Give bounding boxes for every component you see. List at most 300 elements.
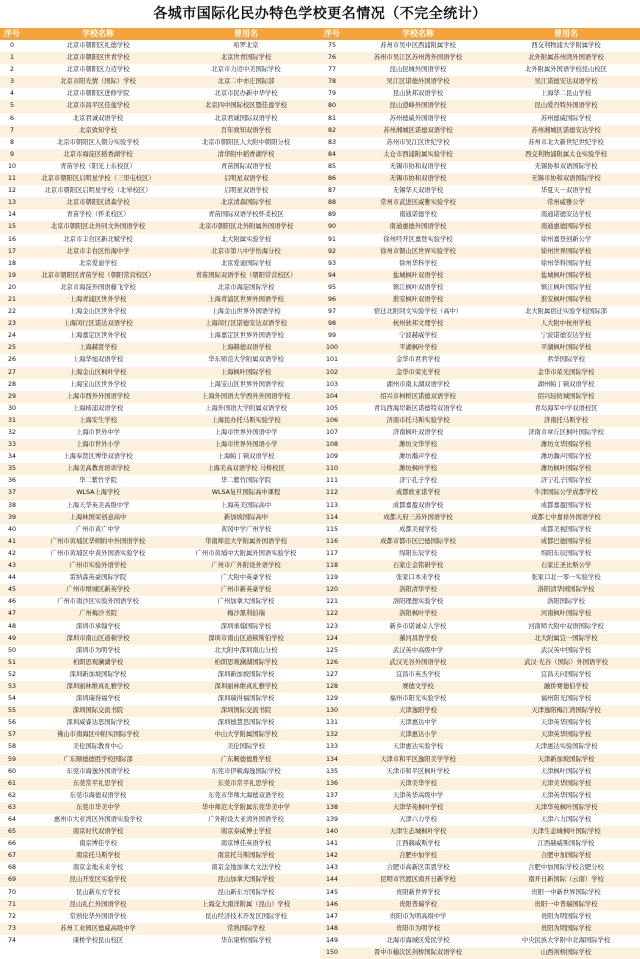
former-name: 淮安枫叶国际学校 — [540, 295, 592, 303]
table-row — [320, 802, 640, 814]
row-number: 109 — [325, 453, 339, 461]
former-name: 华东师范大学附属双语学校 — [208, 356, 284, 364]
table-row — [320, 185, 640, 197]
former-name: 成都巴德国际学校 — [540, 537, 592, 545]
table-row — [0, 705, 320, 717]
former-name: 北京君诚国际双语学校 — [214, 114, 278, 122]
former-name: 广州市广外附设外语学校 — [211, 562, 281, 570]
former-name: 启明星双语学校 — [223, 175, 269, 183]
table-row — [320, 234, 640, 246]
row-number: 131 — [325, 719, 339, 727]
former-name: 成都七中嘉祥外国语学校 — [531, 513, 601, 521]
row-number: 55 — [7, 707, 16, 715]
former-name: 昆山新东方国际学校 — [217, 888, 275, 896]
former-name: 徐州华科国际学校 — [540, 259, 592, 267]
table-row — [0, 645, 320, 657]
row-number: 144 — [325, 876, 339, 884]
table-row — [320, 572, 640, 584]
table-row — [320, 427, 640, 439]
table-row — [0, 608, 320, 620]
former-name: 牛津国际公学成都学校 — [534, 489, 598, 497]
school-name: 无锡市协和双语学校 — [389, 175, 447, 183]
table-row — [0, 379, 320, 391]
former-name: 人大附中杭州学校 — [540, 320, 592, 328]
school-name: 北京市朝阳区北外同文外国语学校 — [50, 223, 146, 231]
former-name: 深圳市南山区道顿斯伯学校 — [208, 634, 284, 642]
former-name: 徐州世界国际学校 — [540, 247, 592, 255]
table-row — [320, 874, 640, 886]
school-name: 苏州市吴江区世纪学校 — [386, 138, 450, 146]
school-name: 苏州湘城区诺德双语学校 — [383, 126, 453, 134]
table-row — [0, 40, 320, 52]
former-name: 绵阳东辰国际学校 — [540, 549, 592, 557]
former-name: 成都美视国际学校 — [540, 525, 592, 533]
school-name: 南京金地未来学校 — [72, 864, 124, 872]
school-name: 青苗学校（怀柔校区） — [66, 211, 130, 219]
table-row — [0, 342, 320, 354]
table-row — [0, 729, 320, 741]
row-number: 45 — [7, 586, 16, 594]
former-name: WLSA复旦国际高中课程 — [211, 489, 281, 497]
school-name: 成都嘉盈双语学校 — [392, 501, 444, 509]
table-row — [320, 246, 640, 258]
school-name: 美伦国际教育中心 — [72, 743, 124, 751]
former-name: 南京泰威博士学校 — [220, 828, 272, 836]
school-name: 新乡市诺诚卓人学校 — [389, 622, 447, 630]
former-name: 南通惠德国际学校 — [540, 223, 592, 231]
school-name: 北京君诚双语学校 — [72, 114, 124, 122]
school-name: 佛山市南海区中附实国际学校 — [57, 731, 139, 739]
table-row — [0, 657, 320, 669]
school-name: 南通诺德学校 — [399, 211, 437, 219]
school-name: 成都美视学校 — [399, 525, 437, 533]
school-name: 洛阳清华学校 — [399, 586, 437, 594]
table-row — [320, 330, 640, 342]
row-number: 63 — [7, 803, 16, 811]
table-row — [320, 173, 640, 185]
row-number: 105 — [325, 404, 339, 412]
former-name: 上海市世界外国语中学 — [214, 429, 278, 436]
left-table — [0, 28, 320, 959]
row-number: 140 — [325, 828, 339, 836]
former-name: 华东康桥国际学校 — [220, 936, 272, 944]
table-row — [0, 500, 320, 512]
school-name: 昆山澄峰外国语学校 — [389, 102, 447, 110]
school-name: 徐州华科学校 — [399, 259, 437, 267]
row-number: 81 — [327, 114, 336, 122]
row-number: 68 — [7, 864, 16, 872]
table-row — [320, 778, 640, 790]
former-name: 天津英华国际学校 — [540, 719, 592, 727]
row-number: 35 — [7, 465, 16, 473]
table-row — [0, 403, 320, 415]
row-number: 94 — [327, 271, 336, 279]
former-name: 潍坊瀚声国际学校 — [540, 453, 592, 461]
table-row — [320, 403, 640, 415]
former-name: 苏州市北大新世纪世纪学校 — [528, 138, 604, 146]
school-name: 昆山新东方学校 — [75, 888, 121, 896]
row-number: 147 — [325, 912, 339, 920]
school-name: 东莞市海德双语学校 — [69, 791, 127, 799]
table-row — [320, 693, 640, 705]
school-name: 贵阳市为明高级中学 — [389, 912, 447, 920]
row-number: 2 — [9, 66, 14, 74]
row-number: 98 — [327, 320, 336, 328]
school-name: 吴江区诺德外国语学校 — [386, 78, 450, 86]
header-no: 序号 — [4, 29, 20, 38]
school-name: 天津美华学校 — [399, 779, 437, 787]
school-name: 上海闵行区诺达双语学校 — [63, 320, 133, 328]
former-name: 北京市朝阳区北外附属外国语学校 — [198, 223, 294, 231]
school-name: 成都天府三苏外国语学校 — [383, 513, 453, 521]
former-name: 东莞市华师大海德双语学校 — [208, 791, 284, 799]
school-name: 上海嘉定区世外学校 — [69, 332, 127, 340]
row-number: 13 — [7, 199, 16, 207]
table-row — [0, 548, 320, 560]
row-number: 146 — [325, 900, 339, 908]
school-name: 北京市海淀外国语藤飞学校 — [60, 283, 136, 291]
table-row — [320, 221, 640, 233]
table-row — [0, 621, 320, 633]
school-name: 昆山昆城外国语学校 — [389, 66, 447, 74]
former-name: 北外附属苏州湾外国语学校 — [528, 54, 604, 62]
header-name: 学校名称 — [402, 29, 434, 38]
row-number: 79 — [327, 90, 336, 98]
row-number: 59 — [7, 755, 16, 763]
table-row — [320, 282, 640, 294]
school-name: 上海市西外外国语学校 — [66, 392, 130, 400]
row-number: 101 — [325, 356, 339, 364]
school-name: 贵阳普瑞学校 — [399, 900, 437, 908]
tables — [0, 28, 640, 959]
table-row — [320, 838, 640, 850]
school-name: 上海杨浦双语学校 — [72, 404, 124, 412]
table-row — [320, 911, 640, 923]
table-row — [320, 754, 640, 766]
row-number: 56 — [7, 719, 16, 727]
table-row — [320, 645, 640, 657]
former-name: 西交利物浦附属太仓实验学校 — [525, 150, 607, 158]
school-name: 洛阳理想实验学校 — [392, 598, 444, 606]
school-name: 广州市南沙区实验外国语学校 — [57, 598, 139, 606]
table-row — [0, 584, 320, 596]
row-number: 93 — [327, 259, 336, 267]
row-number: 47 — [7, 610, 16, 618]
school-name: 北京市朝阳区进修学院 — [66, 90, 130, 98]
former-name: 平湖枫叶国际学校 — [540, 344, 592, 352]
school-name: 北京市朝阳区青苗学校（朝阳常营校区） — [41, 271, 155, 279]
school-name: 北京市朝阳区力迈学校 — [66, 66, 130, 74]
former-name: 中央民族大学附中北海国际学校 — [521, 936, 611, 944]
former-name: 黄冈中学广州学校 — [220, 525, 272, 533]
school-name: 成都市都市区巴德国际学校 — [380, 537, 456, 545]
table-row — [320, 850, 640, 862]
school-name: 上海赫贤学校 — [79, 344, 117, 352]
school-name: 北京市昌平区佳莲学校 — [66, 102, 130, 110]
row-number: 84 — [327, 150, 336, 158]
former-name: 上海交大南洋附属（昆山）学校 — [201, 900, 291, 908]
table-row — [0, 270, 320, 282]
row-number: 64 — [7, 816, 16, 823]
school-name: 上海林国荣创意高中 — [69, 513, 127, 521]
school-name: 广州市增城区新英学校 — [66, 586, 130, 594]
table-row — [0, 64, 320, 76]
row-number: 121 — [325, 598, 339, 606]
row-number: 137 — [325, 791, 339, 799]
row-number: 112 — [325, 489, 339, 497]
row-number: 107 — [325, 429, 339, 436]
table-row — [0, 125, 320, 137]
row-number: 125 — [325, 646, 339, 654]
former-name: 北京四中国际校区暨佳莲学校 — [205, 102, 287, 110]
school-name: 湖州市南太湖双语学校 — [386, 380, 450, 388]
row-number: 26 — [7, 356, 16, 364]
former-name: 西交利物浦大学附属学校 — [531, 42, 601, 49]
school-name: 北京市阳光情（国际）学校 — [60, 78, 136, 86]
school-name: 上海华旭双语学校 — [72, 356, 124, 364]
school-name: 东莞市华美中学 — [75, 803, 121, 811]
school-name: 华二紫竹学院 — [79, 477, 117, 485]
former-name: 上海华二昆山学校 — [540, 90, 592, 98]
former-name: 山西剑桥国际学校 — [540, 949, 592, 957]
table-row — [0, 161, 320, 173]
former-name: 广外附设大亚湾外国语学校 — [208, 816, 284, 823]
school-name: 南京博佳学校 — [79, 840, 117, 848]
row-number: 9 — [9, 150, 14, 158]
school-name: 上海安生学校 — [79, 416, 117, 424]
row-number: 127 — [325, 670, 339, 678]
school-name: 苏州工业园区德威高级中学 — [60, 924, 136, 932]
table-row — [0, 76, 320, 88]
school-name: 镇江枫叶双语学校 — [392, 283, 444, 291]
former-name: 青苗国际双语学校（朝阳常营校区） — [195, 271, 297, 279]
former-name: 广州加拿大国际学校 — [217, 598, 275, 606]
row-number: 92 — [327, 247, 336, 255]
row-number: 49 — [7, 634, 16, 642]
row-number: 113 — [325, 501, 339, 509]
row-number: 97 — [327, 308, 336, 316]
table-row — [0, 306, 320, 318]
school-name: 广东顺德德胜学校国际部 — [63, 755, 133, 763]
school-name: 绵阳东辰学校 — [399, 549, 437, 557]
former-name: 常熟国际学校 — [227, 924, 265, 932]
school-name: 青岛西海岸新区诺德特双语学校 — [373, 404, 463, 412]
school-name: 北京市丰台区新北赋学校 — [63, 235, 133, 243]
table-row — [320, 826, 640, 838]
school-name: 上海金山区世外学校 — [69, 308, 127, 316]
table-row — [0, 52, 320, 64]
table-row — [320, 923, 640, 935]
row-number: 38 — [7, 501, 16, 509]
row-number: 48 — [7, 622, 16, 630]
school-name: 深圳国际交流书院 — [72, 707, 124, 715]
table-row — [320, 354, 640, 366]
school-name: 深圳瑞得福学校 — [75, 695, 121, 703]
table-row — [320, 113, 640, 125]
row-number: 46 — [7, 598, 16, 606]
row-number: 145 — [325, 888, 339, 896]
row-number: 19 — [7, 271, 16, 279]
row-number: 17 — [7, 247, 16, 255]
row-number: 126 — [325, 658, 339, 666]
row-number: 142 — [325, 852, 339, 860]
table-row — [320, 887, 640, 899]
table-row — [0, 354, 320, 366]
table-row — [320, 270, 640, 282]
table-row — [0, 197, 320, 209]
school-name: 康桥学校昆山校区 — [72, 936, 124, 944]
school-name: 天津生态城枫叶学校 — [389, 828, 447, 836]
table-row — [320, 584, 640, 596]
table-row — [0, 113, 320, 125]
table-row — [0, 669, 320, 681]
row-number: 12 — [7, 187, 16, 195]
former-name: 哈罗北京 — [233, 42, 259, 49]
row-number: 18 — [7, 259, 16, 267]
former-name: 北京世青国际学校 — [220, 54, 272, 62]
former-name: 张家口北一零一实验学校 — [531, 574, 601, 582]
school-name: 贵阳新世界学校 — [395, 888, 441, 896]
row-number: 111 — [325, 477, 339, 485]
school-name: 深圳新加坡国际学校 — [69, 670, 127, 678]
school-name: 成都欧亚诺学校 — [395, 489, 441, 497]
table-row — [0, 572, 320, 584]
row-number: 27 — [7, 368, 16, 376]
table-row — [320, 717, 640, 729]
former-name: 合肥中加国际学校 — [540, 852, 592, 860]
row-number: 136 — [325, 779, 339, 787]
table-row — [320, 318, 640, 330]
row-number: 60 — [7, 767, 16, 775]
table-row — [0, 790, 320, 802]
school-name: 福州市阳光实验学校 — [389, 695, 447, 703]
row-number: 50 — [7, 646, 16, 654]
former-name: 广州市黄埔中大附属外国语实验学校 — [195, 549, 297, 557]
table-row — [0, 221, 320, 233]
school-name: 北京市朝阳区礼德学校 — [66, 42, 130, 49]
school-name: 常州市武进区威雅实验学校 — [380, 199, 456, 207]
school-name: 深圳市南山区道顿学校 — [66, 634, 130, 642]
school-name: 天津英华高级中学 — [392, 791, 444, 799]
former-name: 北京市力迈中美国际学校 — [211, 66, 281, 74]
table-row — [0, 536, 320, 548]
row-number: 6 — [9, 114, 14, 122]
table-row — [0, 633, 320, 645]
row-number: 103 — [325, 380, 339, 388]
table-row — [320, 367, 640, 379]
school-name: 合肥市高新区雷恩学校 — [386, 864, 450, 872]
row-number: 11 — [7, 175, 16, 183]
former-name: 深圳新加坡国际学校 — [217, 670, 275, 678]
row-number: 4 — [9, 90, 14, 98]
row-number: 91 — [327, 235, 336, 243]
school-name: 赛德文学校 — [402, 682, 434, 690]
school-name: 徐州市铜山区世界实验学校 — [380, 247, 456, 255]
table-row — [320, 633, 640, 645]
former-name: 宜昌天问国际学校 — [540, 670, 592, 678]
table-row — [0, 717, 320, 729]
school-name: 北京市海淀区稻香湖学校 — [63, 150, 133, 158]
school-name: 石家庄金铭研学校 — [392, 562, 444, 570]
school-name: 上海奉贤区博华双语学校 — [63, 453, 133, 461]
former-name: 天津逸阳梅江湾国际学校 — [531, 707, 601, 715]
row-number: 61 — [7, 779, 16, 787]
table-row — [0, 149, 320, 161]
row-number: 114 — [325, 513, 339, 521]
former-name: 天津英华国际学校 — [540, 791, 592, 799]
row-number: 1 — [9, 54, 14, 62]
school-name: 张家口本来学校 — [395, 574, 441, 582]
school-name: 洛阳枫叶学校 — [399, 610, 437, 618]
header-no: 序号 — [324, 29, 340, 38]
former-name: 北京市朝阳区人大附中朝阳分校 — [201, 138, 291, 146]
former-name: 贵阳为明国际学校 — [540, 912, 592, 920]
header-name: 学校名称 — [82, 29, 114, 38]
row-number: 106 — [325, 416, 339, 424]
row-number: 3 — [9, 78, 14, 86]
row-number: 66 — [7, 840, 16, 848]
former-name: 绍兴轻纺城国际学校 — [537, 392, 595, 400]
former-name: 中山大学附属国际学校 — [214, 731, 278, 739]
row-number: 5 — [9, 102, 14, 110]
table-row — [320, 64, 640, 76]
school-name: 深圳丽林维真礼雅学校 — [66, 682, 130, 690]
row-number: 43 — [7, 562, 16, 570]
school-name: 晋中市榆次区剑桥国际双语学校 — [373, 949, 463, 957]
table-row — [320, 729, 640, 741]
row-number: 67 — [7, 852, 16, 860]
table-row — [0, 330, 320, 342]
row-number: 21 — [7, 295, 16, 303]
table-row — [0, 463, 320, 475]
table-row — [320, 161, 640, 173]
row-number: 51 — [7, 658, 16, 666]
table-row — [0, 826, 320, 838]
former-name: 北京爱迪国际学校 — [220, 259, 272, 267]
former-name: 上海赫德双语学校 — [220, 344, 272, 352]
school-name: 苏州德威外国语学校 — [389, 114, 447, 122]
school-name: 广州市黄埔区中黄外国语实验学校 — [50, 549, 146, 557]
school-name: 惠州市大亚湾区外国语实验学校 — [53, 816, 143, 823]
former-name: 上海民办托马斯实验学校 — [211, 416, 281, 424]
former-name: 北京市第八中学怡海分校 — [211, 247, 281, 255]
table-row — [0, 802, 320, 814]
row-number: 14 — [7, 211, 16, 219]
table-row — [0, 741, 320, 753]
row-number: 74 — [7, 936, 16, 944]
table-row — [0, 838, 320, 850]
former-name: 上海闵行区诺德安达双语学校 — [205, 320, 287, 328]
former-name: 河南枫叶国际学校 — [540, 610, 592, 618]
school-name: 天津惠达实验学校 — [392, 743, 444, 751]
table-row — [320, 705, 640, 717]
row-number: 122 — [325, 610, 339, 618]
former-name: 青苗国际双语学校怀柔校区 — [208, 211, 284, 219]
former-name: 苏州湘城区诺德安达学校 — [531, 126, 601, 134]
table-row — [320, 100, 640, 112]
header-former: 曾用名 — [554, 29, 578, 38]
school-name: 上海金山区枫叶学校 — [69, 368, 127, 376]
table-row — [320, 524, 640, 536]
school-name: WLSA上海学校 — [76, 489, 120, 497]
row-number: 65 — [7, 828, 16, 836]
former-name: 济南市章丘区枫叶国际学校 — [528, 429, 604, 436]
row-number: 150 — [325, 949, 339, 957]
former-name: 天津英华国际学校 — [540, 731, 592, 739]
row-number: 41 — [7, 537, 16, 545]
row-number: 115 — [325, 525, 339, 533]
table-row — [0, 512, 320, 524]
